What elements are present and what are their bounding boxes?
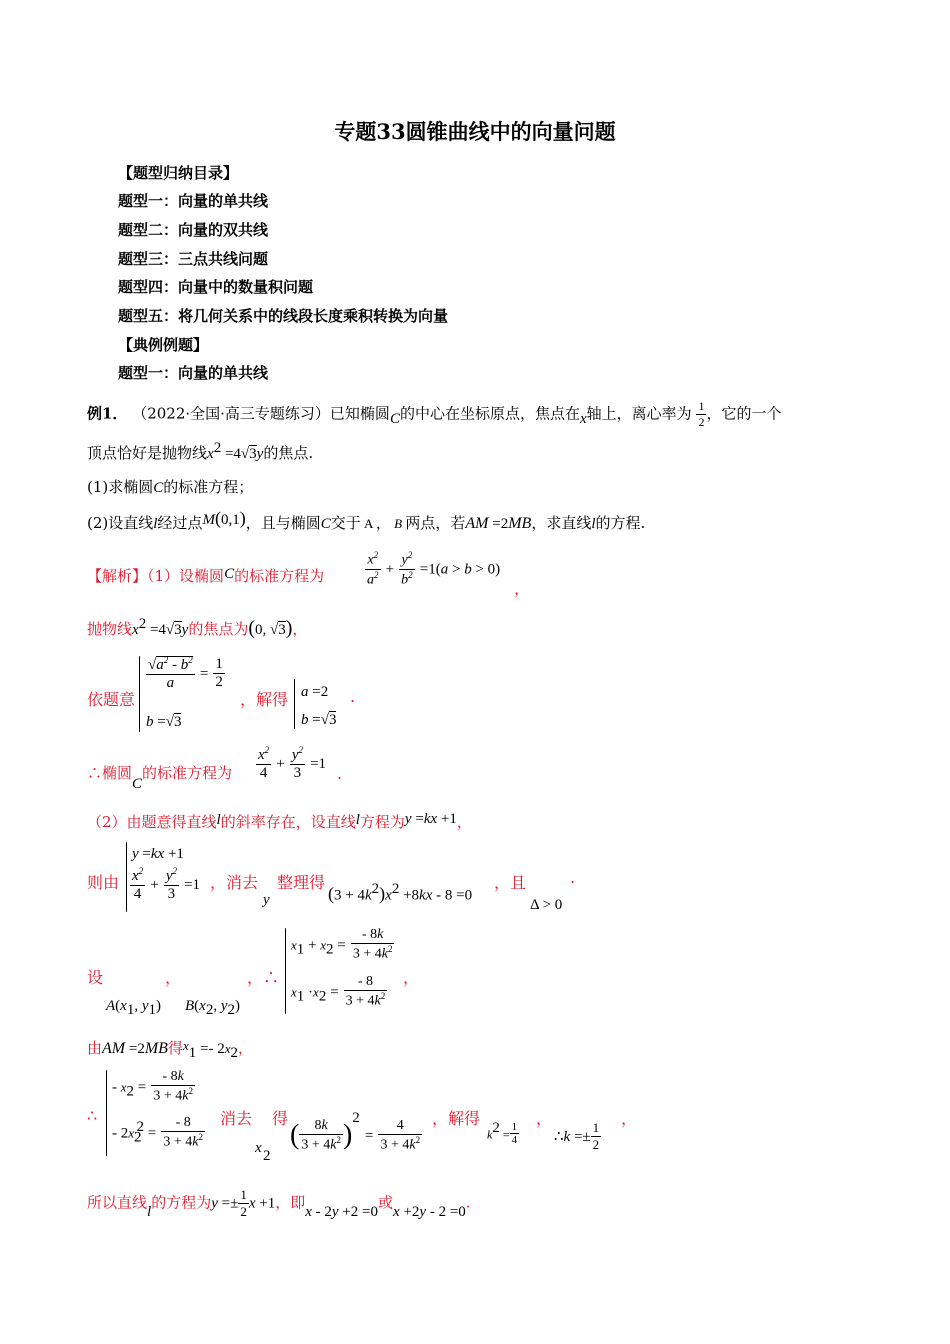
solution-line-10: 所以直线l的方程为y =± $\frac{1}{2}$ x +1，即x - 2y +2 =0或x +2y - 2 =0.	[87, 1187, 471, 1220]
toc-item-4: 题型四：向量中的数量积问题	[118, 278, 314, 296]
toc-item-2: 题型二：向量的双共线	[118, 221, 269, 239]
toc-item-1: 题型一：向量的单共线	[118, 192, 269, 210]
page-title: 专题33圆锥曲线中的向量问题	[334, 119, 616, 144]
solution-line-1: 【解析】（1）设椭圆C的标准方程为	[87, 566, 325, 585]
brace-2	[294, 679, 295, 729]
solution-line-5: （2）由题意得直线l的斜率存在，设直线l方程为y =kx +1，	[87, 811, 472, 831]
quadratic: $(3 + 4k^2)x^2 +8kx - 8 =0$	[328, 881, 473, 904]
system-1-eq1: $\frac{√a^2 - b^2}{a}$ = $\frac{1}{2}$	[148, 655, 223, 691]
brace-4	[285, 928, 286, 1014]
system-1-eq2: b =√3	[146, 714, 182, 730]
question-1: (1)求椭圆C的标准方程；	[87, 478, 254, 496]
system-2-eq2: $\frac{x^2}{4}$ + $\frac{y^2}{3}$ =1	[132, 866, 201, 902]
system-3-eq2: - $2x_2^2$ = $\frac{- 8}{3 + 4k^2}$	[112, 1115, 203, 1150]
toc-item-3: 题型三：三点共线问题	[118, 250, 269, 268]
example-line-2: 顶点恰好是抛物线$x^2 =4√3y$的焦点.	[87, 440, 314, 462]
toc-heading: 【题型归纳目录】	[118, 164, 239, 182]
solution-line-4: ∴椭圆C的标准方程为	[87, 764, 233, 792]
ellipse-equation: $\frac{x^2}{a^2}$ + $\frac{y^2}{b^2}$ =1(a > b > 0)	[367, 550, 501, 588]
system-3-eq1: - $x_2$ = $\frac{- 8k}{3 + 4k^2}$	[112, 1069, 193, 1104]
brace-5	[106, 1070, 107, 1156]
document-page: 专题33圆锥曲线中的向量问题 【题型归纳目录】 题型一：向量的单共线 题型二：向量的双共线 题型三：三点共线问题 题型四：向量中的数量积问题 题型五：将几何关系中的线段长度乘积转换为向量 【典例例题】 题型一：向量的单共线 例1． （2022·全国·高三专题练习）已知椭圆C的中心在坐标原点，焦点在x轴上，离心率为 $\frac{1}{2}$ ，它的一个 顶点恰好是抛物线$x^2 =4√3y$的焦点. (1)求椭圆C的标准方程； (2)设直线l经过点M(0,1)，且与椭圆C交于 A ， B 两点，若AM =2MB，求直线l的方程. 【解析】（1）设椭圆C的标准方程为 $\frac{x^2}{a^2}$ + $\frac{y^2}{b^2}$ =1(a > b > 0) ， 抛物线$x^2 =4√3y$的焦点为(0, √3)， 依题意 $\frac{√a^2 - b^2}{a}$ = $\frac{1}{2}$ b =√3 ，解得 a =2 b =√3 . ∴椭圆C的标准方程为 $\frac{x^2}{4}$ + $\frac{y^2}{3}$ =1 . （2）由题意得直线l的斜率存在，设直线l方程为y =kx +1， 则由 y =kx +1 $\frac{x^2}{4}$ + $\frac{y^2}{3}$ =1 ，消去 y 整理得 $(3 + 4k^2)x^2 +8kx - 8 =0$ ，且 Δ > 0 . 设 $A(x_1$, $y_1$) ， $B(x_2$, $y_2$) ，∴ $x_1 + x_2$ = $\frac{- 8k}{3 + 4k^2}$ $x_1 \cdot x_2$ = $\frac{- 8}{3 + 4k^2}$ ， 由AM =2MB得$x_1 =- 2x_2$， ∴ - $x_2$ = $\frac{- 8k}{3 + 4k^2}$ - $2x_2^2$ = $\frac{- 8}{3 + 4k^2}$ 消去 x 2 得 ( $\frac{8k}{3 + 4k^2}$ )$^2$ = $\frac{4}{3 + 4k^2}$ ，解得 $k^2$ = $\frac{1}{4}$ ， ∴k =± $\frac{1}{2}$ ， 所以直线l的方程为y =± $\frac{1}{2}$ x +1，即x - 2y +2 =0或x +2y - 2 =0.	[0, 0, 950, 1344]
toc-item-5: 题型五：将几何关系中的线段长度乘积转换为向量	[118, 307, 449, 325]
vieta-product: $x_1 \cdot x_2$ = $\frac{- 8}{3 + 4k^2}$	[291, 974, 386, 1009]
solution-line-2: 抛物线$x^2 =4√3y$的焦点为(0, √3)，	[87, 616, 308, 639]
section-heading: 题型一：向量的单共线	[118, 364, 269, 382]
brace-3	[126, 842, 127, 912]
example-line-1: 例1． （2022·全国·高三专题练习）已知椭圆C的中心在坐标原点，焦点在x轴上，离心率为 $\frac{1}{2}$ ，它的一个	[87, 399, 782, 429]
examples-heading: 【典例例题】	[118, 336, 209, 354]
question-2: (2)设直线l经过点M(0,1)，且与椭圆C交于 A ， B 两点，若AM =2MB，求直线l的方程.	[87, 508, 646, 532]
solution-line-8: 由AM =2MB得$x_1 =- 2x_2$，	[87, 1038, 254, 1061]
vieta-sum: $x_1 + x_2$ = $\frac{- 8k}{3 + 4k^2}$	[291, 927, 393, 962]
ellipse-result: $\frac{x^2}{4}$ + $\frac{y^2}{3}$ =1	[258, 745, 327, 781]
example-label: 例1．	[87, 404, 128, 423]
eliminated-equation: ( $\frac{8k}{3 + 4k^2}$ )$^2$ = $\frac{4}{3 + 4k^2}$	[290, 1110, 421, 1153]
brace-1	[139, 656, 140, 732]
